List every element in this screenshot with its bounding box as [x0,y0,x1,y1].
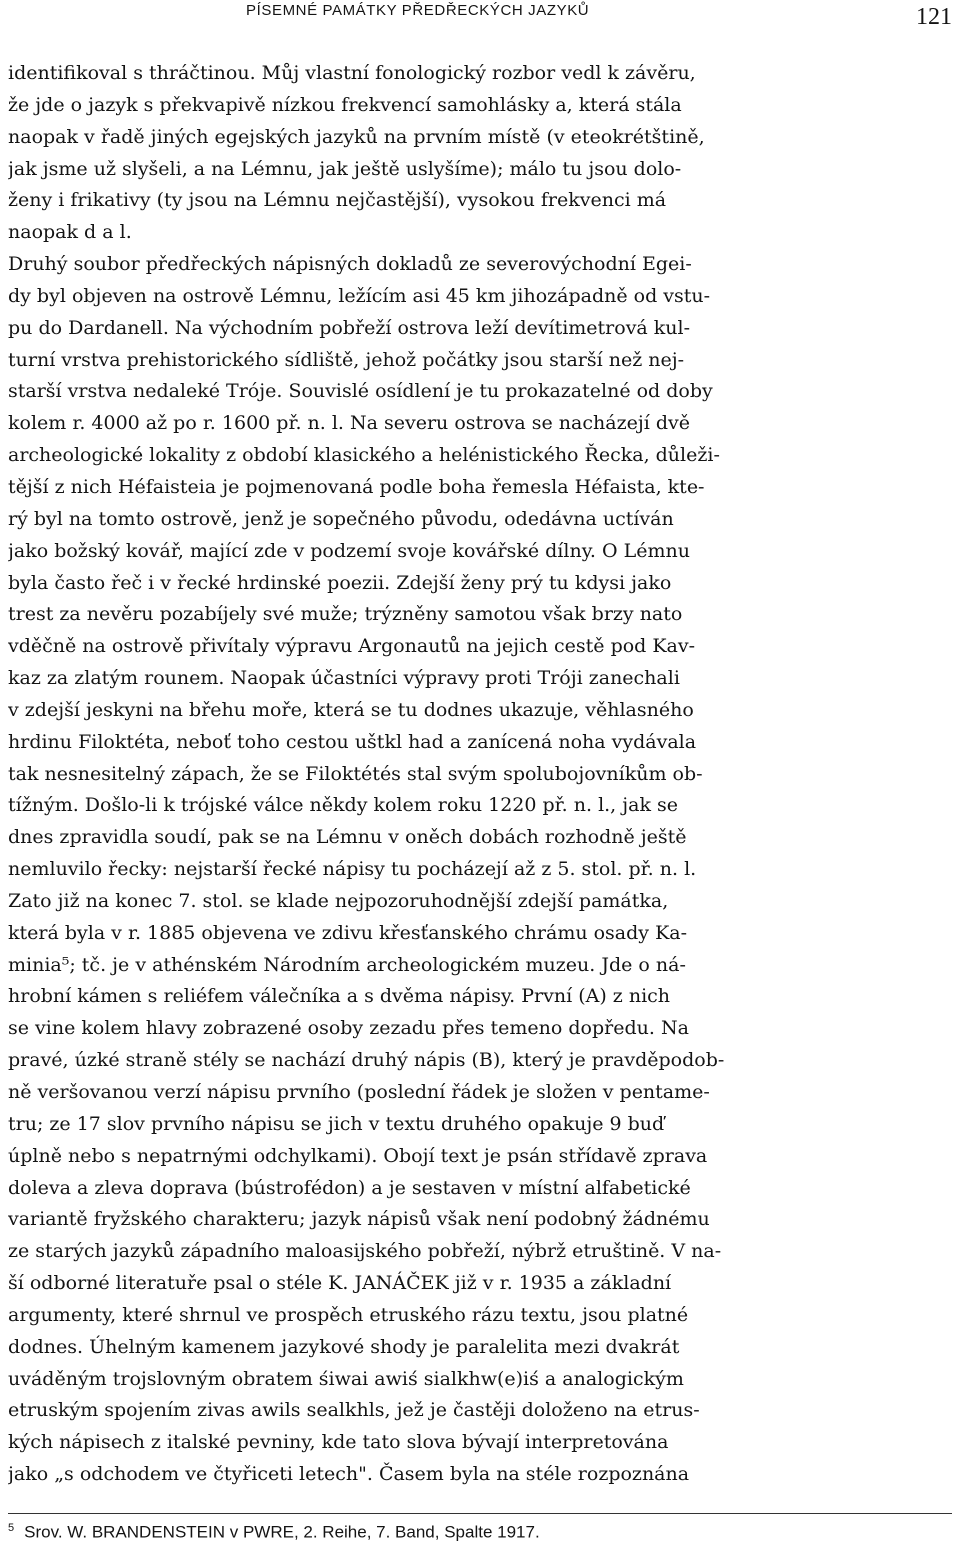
text-line: ší odborné literatuře psal o stéle K. JANÁČEK již v r. 1935 a základní [8,1272,672,1295]
text-line: ně veršovanou verzí nápisu prvního (poslední řádek je složen v pentame- [8,1081,710,1103]
text-line: archeologické lokality z období klasického a helénistického Řecka, důleži- [8,444,720,467]
text-line: pravé, úzké straně stély se nachází druhý nápis (B), který je pravděpodob- [8,1049,725,1072]
text-line: turní vrstva prehistorického sídliště, jehož počátky jsou starší než nej- [8,348,685,371]
running-title: PÍSEMNÉ PAMÁTKY PŘEDŘECKÝCH JAZYKŮ [246,2,590,19]
text-line: uváděným trojslovným obratem śiwai awiś sialkhw(e)iś a analogickým [8,1367,684,1390]
text-line: kaz za zlatým rounem. Naopak účastníci výpravy proti Tróji zanechali [8,667,680,690]
text-line: pu do Dardanell. Na východním pobřeží ostrova leží devítimetrová kul- [8,316,691,339]
text-line: jako božský kovář, mající zde v podzemí svoje kovářské dílny. O Lémnu [8,539,690,562]
text-line: identifikoval s thráčtinou. Můj vlastní fonologický rozbor vedl k závěru, [8,62,696,84]
text-line: jako „s odchodem ve čtyřiceti letech". Časem byla na stéle rozpoznána [8,1463,690,1486]
text-line: argumenty, které shrnul ve prospěch etruského rázu textu, jsou platné [8,1303,689,1326]
text-line: minia⁵; tč. je v athénském Národním archeologickém muzeu. Jde o ná- [8,953,686,976]
text-line: naopak d a l. [8,221,132,244]
text-line: hrobní kámen s reliéfem válečníka a s dvěma nápisy. První (A) z nich [8,985,671,1008]
text-line: tější z nich Héfaisteia je pojmenovaná podle boha řemesla Héfaista, kte- [8,475,705,498]
text-line: doleva a zleva doprava (bústrofédon) a je sestaven v místní alfabetické [8,1176,691,1199]
body-text [8,58,952,1491]
text-line: tížným. Došlo-li k trójské válce někdy kolem roku 1220 př. n. l., jak se [8,794,679,817]
text-line: kolem r. 4000 až po r. 1600 př. n. l. Na severu ostrova se nacházejí dvě [8,412,690,435]
text-line: která byla v r. 1885 objevena ve zdivu křesťanského chrámu osady Ka- [8,921,688,944]
text-line: Druhý soubor předřeckých nápisných dokladů ze severovýchodní Egei- [8,253,692,276]
text-line: ženy i frikativy (ty jsou na Lémnu nejčastější), vysokou frekvenci má [8,189,667,212]
text-line: dnes zpravidla soudí, pak se na Lémnu v oněch dobách rozhodně ještě [8,826,687,849]
text-line: byla často řeč i v řecké hrdinské poezii. Zdejší ženy prý tu kdysi jako [8,571,672,594]
text-line: tru; ze 17 slov prvního nápisu se jich v textu druhého opakuje 9 buď [8,1112,665,1135]
page-number: 121 [916,4,952,30]
text-line: dodnes. Úhelným kamenem jazykové shody je paralelita mezi dvakrát [8,1335,680,1358]
text-line: dy byl objeven na ostrově Lémnu, ležícím asi 45 km jihozápadně od vstu- [8,284,711,307]
text-line: nemluvilo řecky: nejstarší řecké nápisy tu pocházejí až z 5. stol. př. n. l. [8,858,697,881]
text-line: v zdejší jeskyni na břehu moře, která se tu dodnes ukazuje, věhlasného [8,698,694,721]
text-line: starší vrstva nedaleké Tróje. Souvislé osídlení je tu prokazatelné od doby [8,380,713,403]
text-line: variantě fryžského charakteru; jazyk nápisů však není podobný žádnému [8,1208,710,1231]
text-line: etruským spojením zivas awils sealkhls, jež je častěji doloženo na etrus- [8,1399,700,1422]
text-line: ze starých jazyků západního maloasijského pobřeží, nýbrž etruštině. V na- [8,1240,722,1263]
page-header [0,0,960,40]
text-line: úplně nebo s nepatrnými odchylkami). Obojí text je psán střídavě zprava [8,1144,708,1167]
text-line: naopak v řadě jiných egejských jazyků na prvním místě (v eteokrétštině, [8,125,705,148]
text-line: jak jsme už slyšeli, a na Lémnu, jak ještě uslyšíme); málo tu jsou dolo- [8,157,682,180]
footnote-divider [8,1513,952,1514]
text-line: rý byl na tomto ostrově, jenž je sopečného původu, odedávna uctíván [8,507,674,530]
text-line: Zato již na konec 7. stol. se klade nejpozoruhodnější zdejší památka, [8,889,669,912]
text-line: tak nesnesitelný zápach, že se Filoktétés stal svým spolubojovníkům ob- [8,762,703,785]
footnote-text: Srov. W. BRANDENSTEIN v PWRE, 2. Reihe, 7. Band, Spalte 1917. [24,1522,540,1542]
text-line: kých nápisech z italské pevniny, kde tato slova bývají interpretována [8,1431,669,1454]
footnote-mark: 5 [8,1522,15,1534]
footnote [8,1522,952,1543]
text-line: se vine kolem hlavy zobrazené osoby zezadu přes temeno dopředu. Na [8,1017,689,1040]
text-line: trest za nevěru pozabíjely své muže; trýzněny samotou však brzy nato [8,603,683,626]
text-line: že jde o jazyk s překvapivě nízkou frekvencí samohlásky a, která stála [8,93,682,116]
text-line: vděčně na ostrově přivítaly výpravu Argonautů na jejich cestě pod Kav- [8,635,696,658]
text-line: hrdinu Filoktéta, neboť toho cestou uštkl had a zanícená noha vydávala [8,730,697,753]
